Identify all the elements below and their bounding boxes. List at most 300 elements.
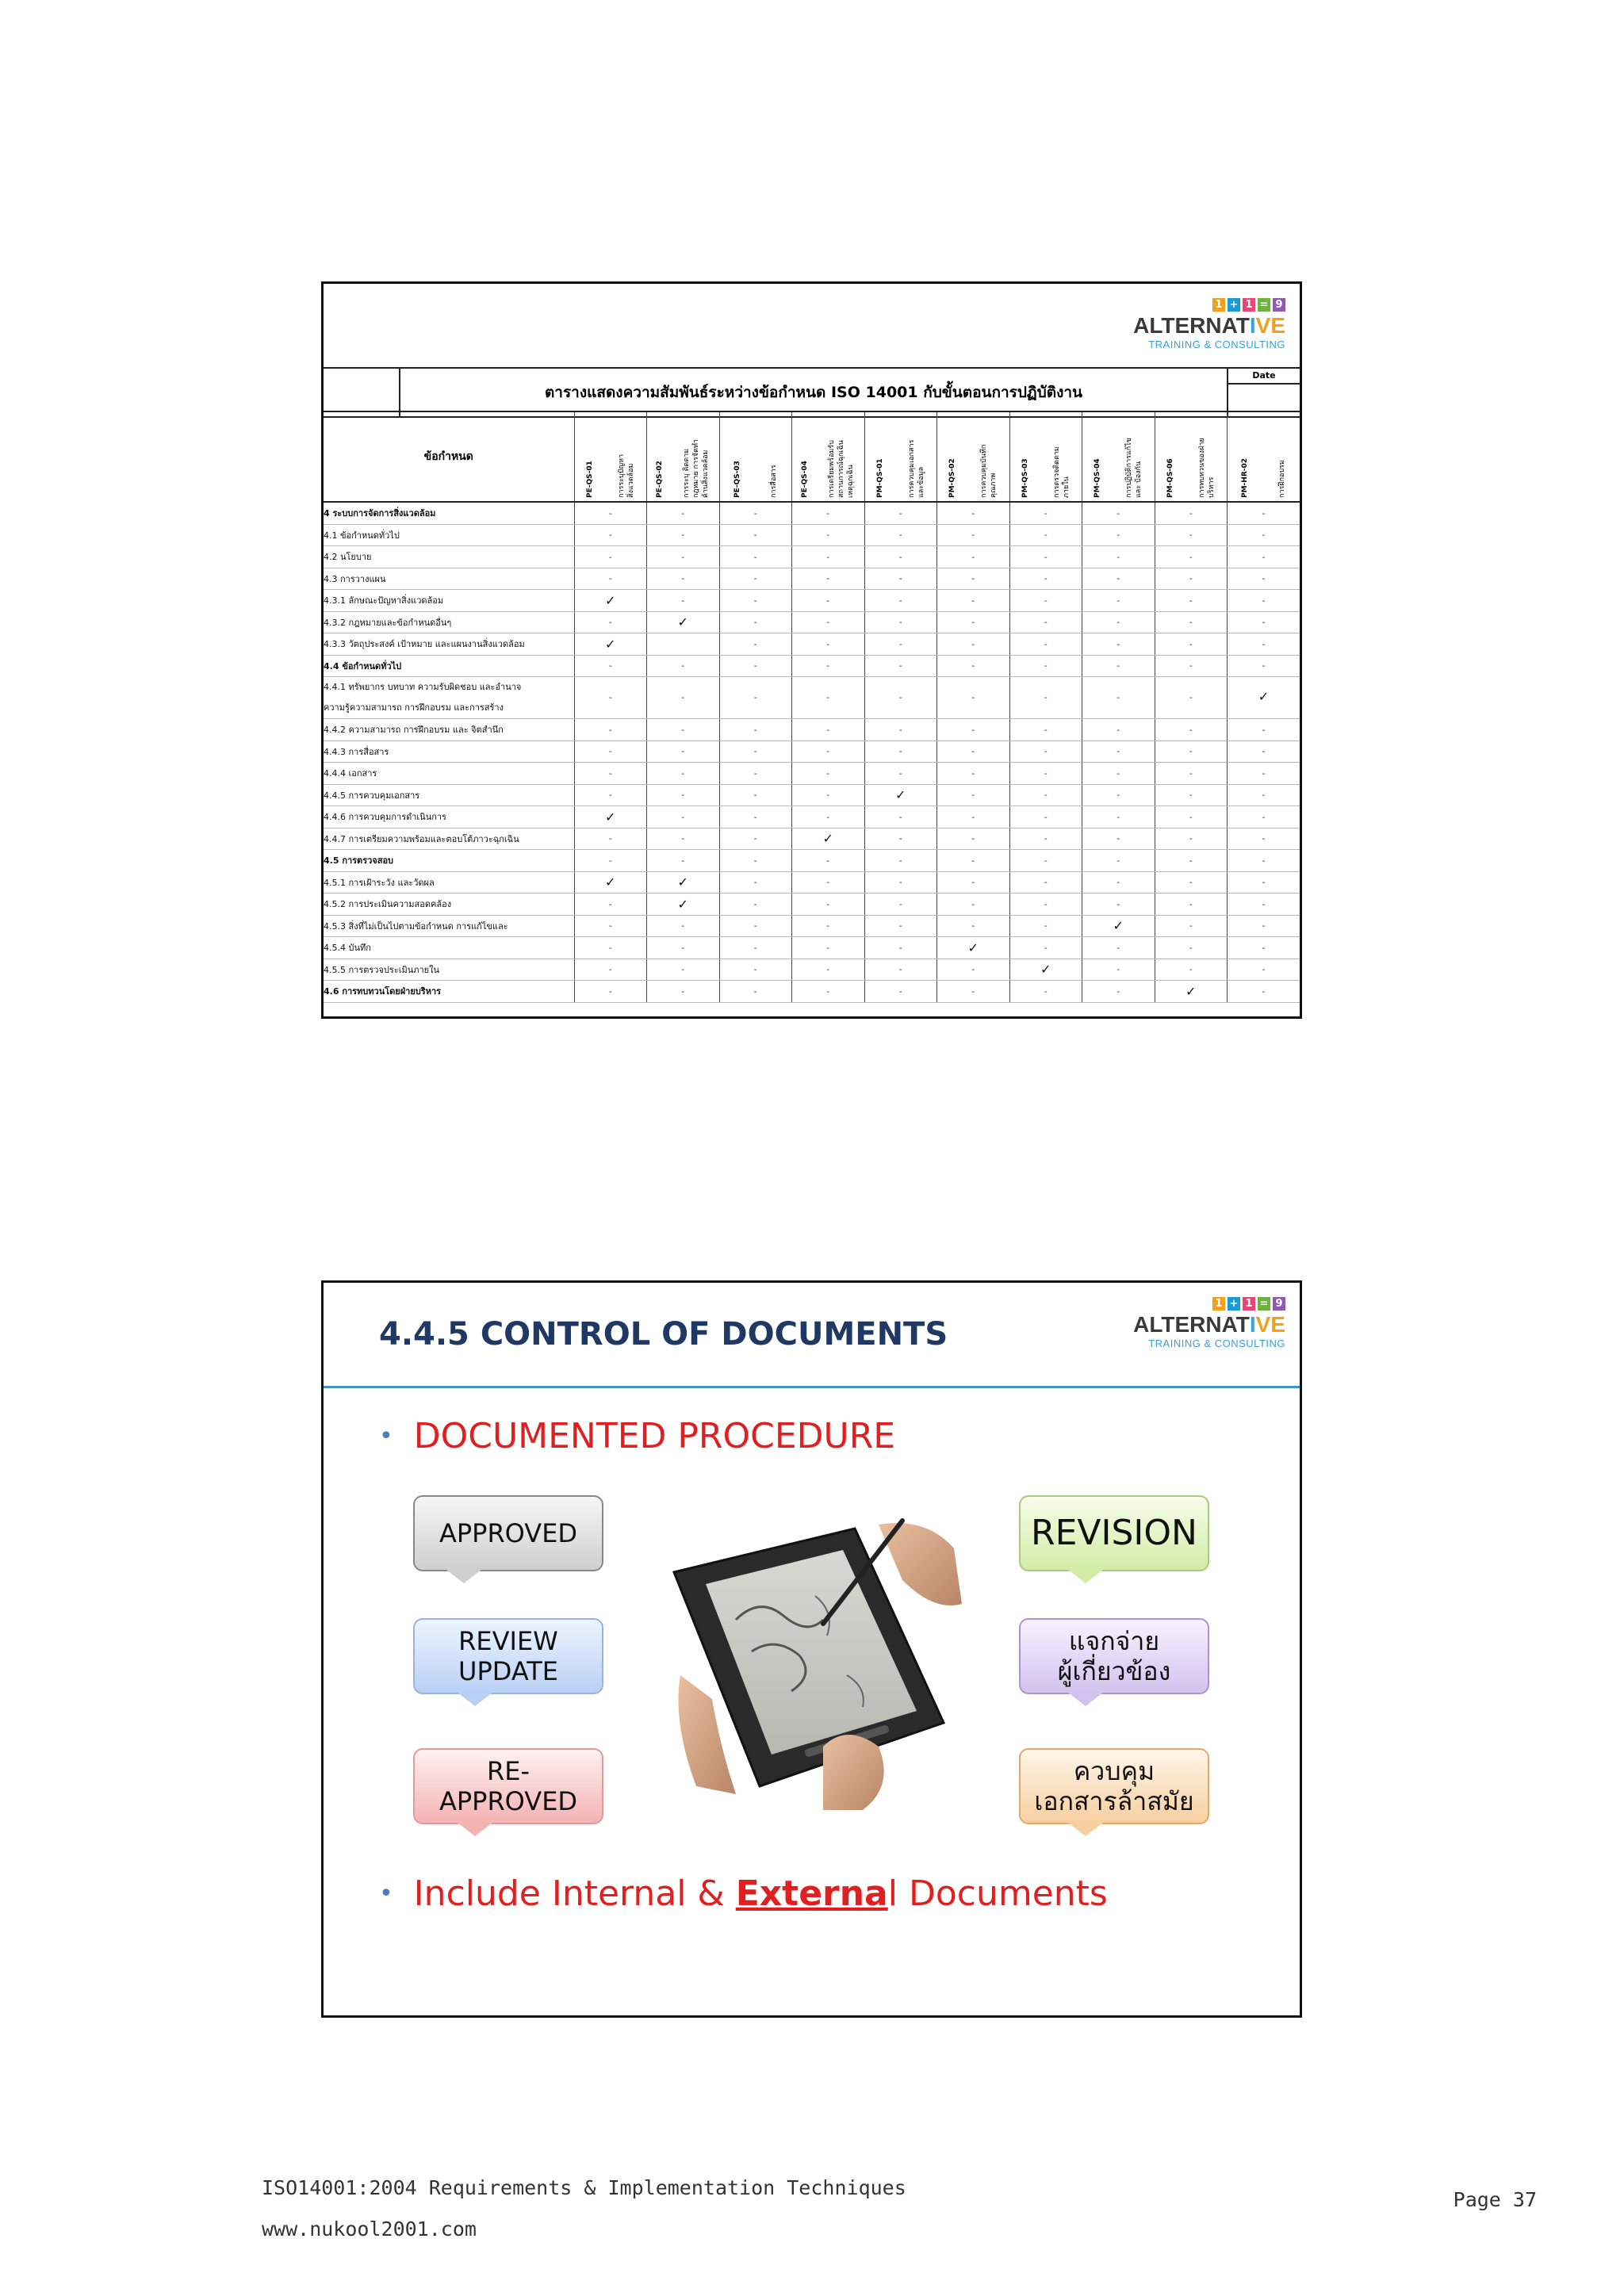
table-row (324, 590, 1300, 612)
matrix-cell (1009, 937, 1082, 959)
matrix-cell (937, 633, 1010, 656)
table-row (324, 655, 1300, 677)
matrix-cell (937, 828, 1010, 850)
process-column-desc: การทบทวนของฝ่าย บริหาร (1197, 438, 1216, 498)
matrix-cell (574, 677, 647, 719)
process-column-desc: การสื่อสาร (769, 465, 778, 498)
check-icon: ✓ (1040, 962, 1051, 978)
cell-value: - (826, 746, 830, 757)
title-blank-cell (324, 369, 400, 416)
cell-value: - (898, 877, 902, 888)
cell-value: - (898, 724, 902, 735)
check-icon: ✓ (895, 787, 906, 803)
cell-value: - (1116, 790, 1120, 801)
check-mark-cell (1228, 677, 1300, 719)
cell-value: - (1044, 692, 1048, 702)
slide-requirements-matrix (321, 281, 1302, 1019)
cell-value: - (826, 638, 830, 649)
table-row (324, 981, 1300, 1003)
matrix-cell (719, 894, 792, 916)
slide-title: 4.4.5 CONTROL OF DOCUMENTS (379, 1316, 948, 1353)
cell-value: - (1044, 811, 1048, 822)
callout-text: ควบคุม เอกสารล้าสมัย (1034, 1756, 1194, 1816)
matrix-cell (1228, 828, 1300, 850)
matrix-cell (719, 719, 792, 741)
matrix-cell (937, 871, 1010, 894)
check-icon: ✓ (967, 939, 979, 955)
matrix-cell (1228, 524, 1300, 546)
matrix-cell (792, 677, 865, 719)
matrix-cell (574, 719, 647, 741)
matrix-cell (864, 981, 937, 1003)
requirement-label-text: 4.5.1 การเฝ้าระวัง และวัดผล (324, 877, 435, 888)
requirement-label-text: 4.3.1 ลักษณะปัญหาสิ่งแวดล้อม (324, 595, 444, 607)
table-row (324, 915, 1300, 937)
process-column-label: PM-QS-02 (948, 458, 957, 498)
cell-value: - (1189, 898, 1193, 909)
cell-value: - (1116, 724, 1120, 735)
cell-value: - (681, 551, 685, 562)
requirement-label (324, 524, 574, 546)
matrix-cell (1082, 850, 1155, 872)
matrix-cell (574, 611, 647, 633)
cell-value: - (1116, 595, 1120, 606)
check-icon: ✓ (677, 896, 688, 912)
check-mark-cell (647, 894, 720, 916)
cell-value: - (1116, 942, 1120, 953)
matrix-cell (1155, 568, 1228, 590)
matrix-cell (719, 850, 792, 872)
cell-value: - (1262, 638, 1266, 649)
process-column-wrap (1010, 415, 1082, 498)
matrix-cell (647, 937, 720, 959)
cell-value: - (1262, 964, 1266, 975)
requirement-label-text: 4.4.5 การควบคุมเอกสาร (324, 790, 420, 801)
bullet-icon: • (379, 1422, 393, 1450)
cell-value: - (681, 920, 685, 932)
requirement-label-text: 4.4.6 การควบคุมการดำเนินการ (324, 812, 446, 823)
matrix-cell (719, 740, 792, 763)
cell-value: - (1116, 551, 1120, 562)
check-icon: ✓ (605, 809, 616, 825)
callout-approved (413, 1495, 603, 1571)
requirement-label (324, 981, 574, 1003)
process-column-wrap (937, 415, 1009, 498)
check-icon: ✓ (677, 874, 688, 890)
cell-value: - (898, 660, 902, 672)
matrix-cell (1009, 655, 1082, 677)
table-row (324, 871, 1300, 894)
cell-value: - (681, 724, 685, 735)
cell-value: - (971, 617, 975, 628)
matrix-cell (792, 546, 865, 568)
check-mark-cell (1009, 959, 1082, 981)
cell-value: - (826, 985, 830, 997)
process-column-label: PM-QS-06 (1166, 458, 1174, 498)
requirement-label (324, 502, 574, 524)
matrix-cell (937, 740, 1010, 763)
matrix-cell (1082, 590, 1155, 612)
requirement-label-text: 4.6 การทบทวนโดยฝ่ายบริหาร (324, 986, 442, 997)
cell-value: - (1262, 551, 1266, 562)
cell-value: - (1116, 573, 1120, 584)
cell-value: - (898, 985, 902, 997)
matrix-cell (1082, 740, 1155, 763)
cell-value: - (898, 811, 902, 822)
callout-text: RE- APPROVED (439, 1756, 578, 1816)
cell-value: - (1044, 660, 1048, 672)
cell-value: - (898, 964, 902, 975)
cell-value: - (1189, 617, 1193, 628)
cell-value: - (608, 617, 612, 628)
cell-value: - (1116, 660, 1120, 672)
cell-value: - (608, 573, 612, 584)
cell-value: - (971, 790, 975, 801)
alternative-logo (1127, 298, 1285, 354)
cell-value: - (681, 595, 685, 606)
cell-value: - (753, 617, 757, 628)
matrix-cell (1228, 806, 1300, 828)
matrix-cell (1155, 655, 1228, 677)
matrix-cell (792, 915, 865, 937)
requirement-label (324, 784, 574, 806)
cell-value: - (1189, 507, 1193, 519)
requirement-label-text: 4.5.3 สิ่งที่ไม่เป็นไปตามข้อกำหนด การแก้ไขและ (324, 920, 508, 932)
requirement-label (324, 590, 574, 612)
requirement-label (324, 850, 574, 872)
cell-value: - (826, 767, 830, 779)
matrix-cell (792, 611, 865, 633)
matrix-cell (647, 590, 720, 612)
cell-value: - (971, 660, 975, 672)
cell-value: - (971, 985, 975, 997)
matrix-cell (792, 981, 865, 1003)
table-row (324, 894, 1300, 916)
cell-value: - (898, 767, 902, 779)
process-column-desc-box (907, 415, 926, 498)
matrix-cell (792, 894, 865, 916)
cell-value: - (898, 530, 902, 541)
logo-word-b: I (1249, 313, 1256, 338)
requirement-label (324, 959, 574, 981)
bullet-text: DOCUMENTED PROCEDURE (413, 1416, 896, 1456)
matrix-cell (647, 740, 720, 763)
matrix-cell (864, 677, 937, 719)
process-column-label: PM-QS-04 (1094, 458, 1102, 498)
table-row (324, 502, 1300, 524)
matrix-cell (574, 740, 647, 763)
matrix-cell (864, 871, 937, 894)
cell-value: - (1044, 898, 1048, 909)
check-mark-cell (574, 806, 647, 828)
matrix-cell (719, 981, 792, 1003)
matrix-cell (1228, 959, 1300, 981)
check-mark-cell (1082, 915, 1155, 937)
matrix-cell (937, 719, 1010, 741)
cell-value: - (1189, 746, 1193, 757)
requirement-label-text: 4.5.4 บันทึก (324, 943, 371, 954)
cell-value: - (1262, 617, 1266, 628)
requirement-label (324, 655, 574, 677)
cell-value: - (971, 692, 975, 702)
process-column-desc-box (979, 415, 998, 498)
cell-value: - (898, 898, 902, 909)
matrix-cell (1082, 611, 1155, 633)
matrix-cell (719, 611, 792, 633)
cell-value: - (971, 595, 975, 606)
matrix-cell (864, 524, 937, 546)
matrix-cell (719, 546, 792, 568)
cell-value: - (608, 833, 612, 844)
matrix-cell (1155, 611, 1228, 633)
cell-value: - (608, 692, 612, 702)
process-column-desc-box (1052, 415, 1071, 498)
matrix-cell (1009, 871, 1082, 894)
cell-value: - (826, 877, 830, 888)
check-icon: ✓ (1258, 689, 1270, 704)
cell-value: - (1044, 790, 1048, 801)
cell-value: - (753, 660, 757, 672)
matrix-cell (574, 655, 647, 677)
matrix-cell (792, 871, 865, 894)
logo-tile: = (1258, 1297, 1270, 1311)
matrix-cell (864, 546, 937, 568)
matrix-cell (647, 828, 720, 850)
table-row (324, 546, 1300, 568)
matrix-cell (792, 719, 865, 741)
matrix-cell (1082, 806, 1155, 828)
cell-value: - (1262, 811, 1266, 822)
logo-subtitle: TRAINING & CONSULTING (1148, 339, 1285, 350)
matrix-cell (1155, 763, 1228, 785)
check-icon: ✓ (822, 831, 833, 847)
requirement-label-text: 4.4.4 เอกสาร (324, 768, 377, 779)
table-row (324, 850, 1300, 872)
cell-value: - (971, 530, 975, 541)
cell-value: - (1262, 595, 1266, 606)
matrix-cell (719, 784, 792, 806)
matrix-cell (1009, 981, 1082, 1003)
process-column-header (647, 411, 720, 502)
cell-value: - (753, 507, 757, 519)
cell-value: - (1044, 877, 1048, 888)
requirement-label (324, 568, 574, 590)
cell-value: - (1116, 964, 1120, 975)
process-column-desc-box (1277, 415, 1287, 498)
check-icon: ✓ (605, 636, 616, 652)
matrix-cell (864, 850, 937, 872)
matrix-cell (1155, 850, 1228, 872)
matrix-cell (1009, 611, 1082, 633)
process-column-label: PE-QS-01 (585, 461, 594, 498)
cell-value: - (1116, 855, 1120, 866)
cell-value: - (753, 790, 757, 801)
requirement-label-text: 4.5.2 การประเมินความสอดคล้อง (324, 899, 452, 910)
cell-value: - (971, 898, 975, 909)
requirement-label-text: 4.4.3 การสื่อสาร (324, 746, 389, 757)
matrix-cell (719, 568, 792, 590)
cell-value: - (608, 964, 612, 975)
cell-value: - (1044, 638, 1048, 649)
matrix-cell (574, 763, 647, 785)
footer-website: www.nukool2001.com (262, 2218, 477, 2241)
requirement-label-text: 4.3.2 กฎหมายและข้อกำหนดอื่นๆ (324, 617, 452, 628)
cell-value: - (898, 507, 902, 519)
cell-value: - (826, 811, 830, 822)
matrix-cell (574, 568, 647, 590)
bullet-text-emphasis: Externa (735, 1873, 888, 1914)
logo-subtitle: TRAINING & CONSULTING (1148, 1337, 1285, 1349)
matrix-cell (647, 784, 720, 806)
callout-text: APPROVED (439, 1518, 578, 1548)
matrix-cell (1082, 763, 1155, 785)
cell-value: - (898, 692, 902, 702)
matrix-cell (1228, 719, 1300, 741)
matrix-cell (792, 740, 865, 763)
matrix-cell (864, 611, 937, 633)
cell-value: - (608, 855, 612, 866)
cell-value: - (826, 942, 830, 953)
process-column-label: PE-QS-02 (656, 461, 665, 498)
matrix-cell (1082, 524, 1155, 546)
process-column-desc-box (1197, 415, 1216, 498)
matrix-cell (792, 806, 865, 828)
requirement-label-text: 4.4.2 ความสามารถ การฝึกอบรม และ จิตสำนึก (324, 725, 504, 736)
matrix-cell (574, 546, 647, 568)
cell-value: - (898, 942, 902, 953)
check-icon: ✓ (1113, 918, 1124, 934)
cell-value: - (1262, 530, 1266, 541)
process-column-header (1228, 411, 1300, 502)
matrix-cell (792, 633, 865, 656)
requirement-label-text: 4.3.3 วัตถุประสงค์ เป้าหมาย และแผนงานสิ่งแวดล้อม (324, 639, 525, 650)
cell-value: - (1116, 507, 1120, 519)
matrix-cell (647, 568, 720, 590)
cell-value: - (1189, 964, 1193, 975)
matrix-cell (719, 655, 792, 677)
cell-value: - (681, 692, 685, 702)
process-column-label: PE-QS-03 (733, 461, 741, 498)
cell-value: - (826, 964, 830, 975)
cell-value: - (1189, 767, 1193, 779)
process-column-desc-box (617, 415, 636, 498)
process-column-wrap (575, 415, 647, 498)
matrix-cell (719, 871, 792, 894)
matrix-cell (1228, 871, 1300, 894)
logo-tile: 1 (1212, 1297, 1225, 1311)
matrix-cell (574, 502, 647, 524)
process-column-header (1155, 411, 1228, 502)
check-mark-cell (647, 871, 720, 894)
matrix-cell (864, 502, 937, 524)
table-row (324, 633, 1300, 656)
cell-value: - (1262, 767, 1266, 779)
matrix-cell (937, 546, 1010, 568)
cell-value: - (681, 833, 685, 844)
cell-value: - (971, 877, 975, 888)
matrix-cell (1155, 719, 1228, 741)
matrix-cell (1082, 719, 1155, 741)
matrix-cell (719, 763, 792, 785)
process-column-desc: การตรวจติดตาม ภายใน (1052, 446, 1071, 498)
matrix-cell (1228, 655, 1300, 677)
table-row (324, 568, 1300, 590)
cell-value: - (826, 551, 830, 562)
cell-value: - (1189, 638, 1193, 649)
requirement-label (324, 871, 574, 894)
cell-value: - (608, 724, 612, 735)
cell-value: - (608, 985, 612, 997)
callout-text: REVISION (1031, 1513, 1197, 1553)
matrix-cell (719, 633, 792, 656)
check-mark-cell (864, 784, 937, 806)
title-divider (324, 1386, 1300, 1388)
requirement-label (324, 915, 574, 937)
footer-course-title: ISO14001:2004 Requirements & Implementation Techniques (262, 2176, 906, 2199)
cell-value: - (608, 767, 612, 779)
logo-tile: 1 (1243, 1297, 1255, 1311)
cell-value: - (971, 767, 975, 779)
process-column-wrap (865, 415, 937, 498)
callout-reapproved (413, 1748, 603, 1824)
matrix-cell (647, 677, 720, 719)
cell-value: - (1189, 855, 1193, 866)
matrix-cell (647, 915, 720, 937)
requirement-label (324, 806, 574, 828)
check-mark-cell (574, 590, 647, 612)
cell-value: - (1189, 660, 1193, 672)
matrix-cell (574, 981, 647, 1003)
cell-value: - (1262, 573, 1266, 584)
logo-tile: 1 (1212, 298, 1225, 312)
matrix-cell (574, 937, 647, 959)
cell-value: - (1189, 811, 1193, 822)
cell-value: - (971, 724, 975, 735)
matrix-cell (1155, 740, 1228, 763)
check-icon: ✓ (605, 592, 616, 608)
matrix-cell (792, 655, 865, 677)
cell-value: - (1044, 942, 1048, 953)
cell-value: - (971, 811, 975, 822)
check-mark-cell (937, 937, 1010, 959)
bullet-documented-procedure (379, 1416, 895, 1456)
process-column-wrap (720, 415, 792, 498)
matrix-cell (1155, 677, 1228, 719)
cell-value: - (1044, 507, 1048, 519)
table-header-row (324, 411, 1300, 502)
logo-word-a: ALTERNAT (1133, 313, 1250, 338)
bullet-text: Include Internal & (413, 1873, 736, 1914)
cell-value: - (1044, 551, 1048, 562)
matrix-cell (864, 633, 937, 656)
process-column-header (574, 411, 647, 502)
cell-value: - (681, 767, 685, 779)
matrix-cell (1009, 568, 1082, 590)
cell-value: - (971, 833, 975, 844)
matrix-cell (574, 959, 647, 981)
matrix-cell (574, 850, 647, 872)
process-column-label: PM-QS-03 (1021, 458, 1029, 498)
matrix-cell (1082, 894, 1155, 916)
matrix-cell (647, 633, 720, 656)
matrix-cell (719, 502, 792, 524)
cell-value: - (1116, 530, 1120, 541)
cell-value: - (753, 877, 757, 888)
matrix-cell (1082, 655, 1155, 677)
cell-value: - (681, 855, 685, 866)
matrix-cell (864, 894, 937, 916)
cell-value: - (898, 551, 902, 562)
